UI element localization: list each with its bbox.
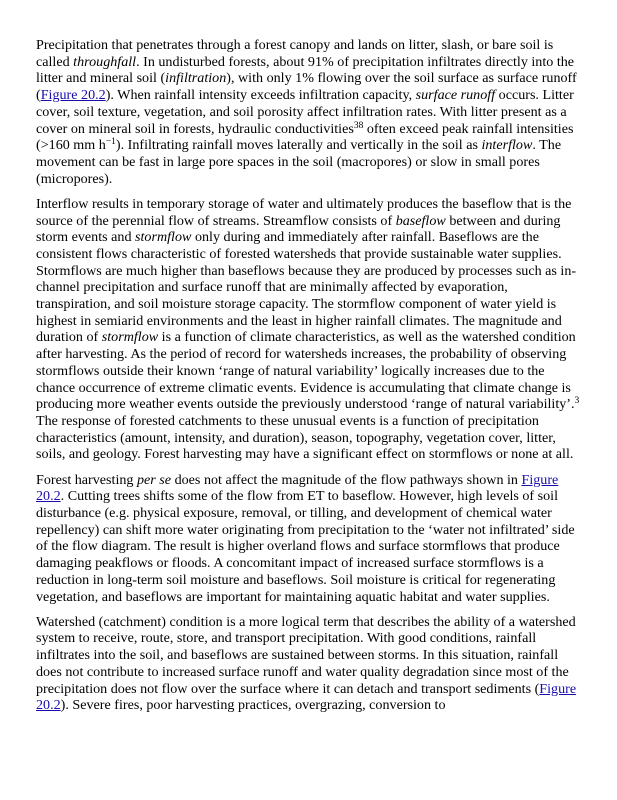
emphasis-term: throughfall [73,53,137,70]
text-run: is a function of climate characteristics, as well as the watershed condition after harvesting. As the period of record for watersheds increases, the probability of observing stormflows outside their known ‘range of natural variability’ logically increases due to the chance occurrence of extreme climatic events. Evidence is accumulating that climate change is producing more weather events outside the previously understood ‘range of natural variability’. [36,329,576,413]
paragraph-throughfall [36,37,583,187]
figure-link[interactable]: Figure 20.2 [36,680,577,714]
superscript: −1 [105,137,116,148]
text-run: often exceed peak rainfall intensities (>160 mm h [36,120,574,154]
superscript: 3 [574,396,580,407]
paragraph-interflow [36,196,583,463]
text-run: Forest harvesting [36,471,137,488]
text-run: Watershed (catchment) condition is a more logical term that describes the ability of a watershed system to receive, route, store, and transport precipitation. With good conditions, rainfall infiltrates into the soil, and baseflows are sustained between storms. In this situation, rainfall does not contribute to increased surface runoff and water quality degradation since most of the precipitation does not flow over the surface where it can detach and transport sediments ( [36,613,576,697]
text-run: only during and immediately after rainfall. Baseflows are the consistent flows characteristic of forested watersheds that provide sustainable water supplies. Stormflows are much higher than baseflows because they are produced by processes such as in-channel precipitation and surface runoff that are minimally affected by evaporation, transpiration, and soil moisture storage capacity. The stormflow component of water yield is highest in semiarid environments and the least in higher rainfall climates. The magnitude and duration of [36,229,577,346]
text-run: . Cutting trees shifts some of the flow from ET to baseflow. However, high levels of soil disturbance (e.g. physical exposure, removal, or tilling, and development of chemical water repellency) can shift more water originating from precipitation to the ‘water not infiltrated’ side of the flow diagram. The result is higher overland flows and surface stormflows that produce damaging peakflows or floods. A concomitant impact of increased surface stormflows is a reduction in long-term soil moisture and baseflows. Soil moisture is critical for regenerating vegetation, and baseflows are important for maintaining aquatic habitat and water supplies. [36,488,575,605]
emphasis-term: stormflow [135,229,192,246]
text-run: Interflow results in temporary storage of water and ultimately produces the baseflow that is the source of the perennial flow of streams. Streamflow consists of [36,195,572,229]
text-run: ). Infiltrating rainfall moves laterally and vertically in the soil as [115,137,482,154]
emphasis-term: stormflow [101,329,159,346]
paragraph-watershed-condition [36,614,583,714]
text-run: The response of forested catchments to these unusual events is a function of precipitation characteristics (amount, intensity, and duration), season, topography, vegetation cover, litter, soils, and geology. Forest harvesting may have a significant effect on stormflows or none at all. [36,412,574,463]
text-run: . The movement can be fast in large pore spaces in the soil (macropores) or slow in small pores (micropores). [36,137,562,187]
emphasis-term: per se [137,471,172,488]
text-run: between and during storm events and [36,212,561,246]
text-run: Precipitation that penetrates through a forest canopy and lands on litter, slash, or bare soil is called [36,37,554,70]
text-run: ), with only 1% flowing over the soil surface as surface runoff ( [36,70,577,104]
text-run: does not affect the magnitude of the flow pathways shown in [171,471,522,488]
figure-link[interactable]: Figure 20.2 [36,471,559,505]
text-run: ). When rainfall intensity exceeds infiltration capacity, [105,87,416,104]
superscript: 38 [353,120,364,131]
figure-link[interactable]: Figure 20.2 [40,87,106,104]
emphasis-term: baseflow [395,212,446,229]
emphasis-term: infiltration [165,70,227,87]
text-run: ). Severe fires, poor harvesting practices, overgrazing, conversion to [60,697,446,714]
text-run: . In undisturbed forests, about 91% of precipitation infiltrates directly into the litter and mineral soil ( [36,53,575,87]
text-run: occurs. Litter cover, soil texture, vegetation, and soil porosity affect infiltration rates. With litter present as a cover on mineral soil in forests, hydraulic conductivities [36,87,574,137]
emphasis-term: interflow [481,137,533,154]
emphasis-term: surface runoff [415,87,496,104]
document-body [36,37,583,722]
paragraph-forest-harvesting [36,472,583,606]
